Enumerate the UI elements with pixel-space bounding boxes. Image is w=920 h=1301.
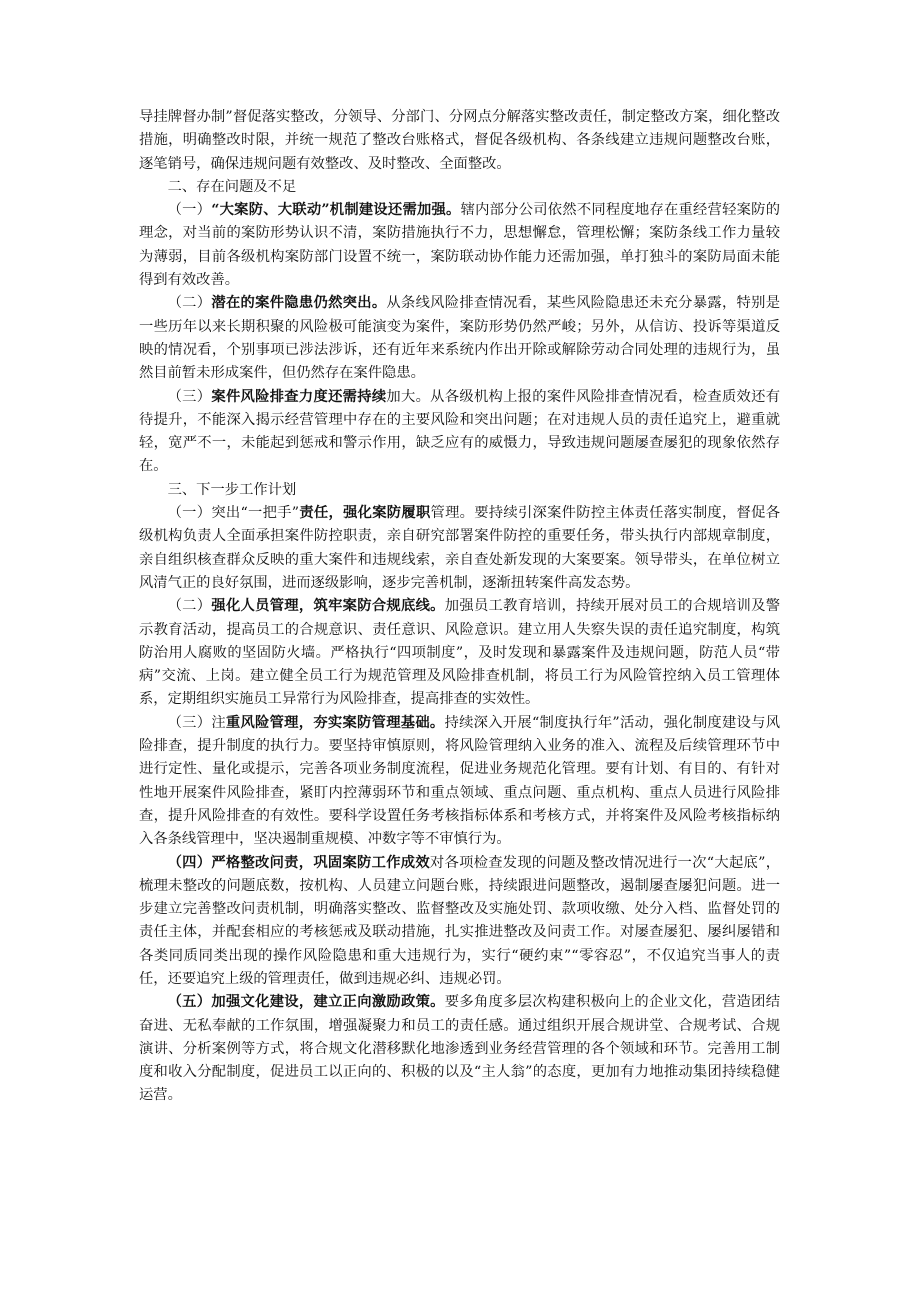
item-body: 加强员工教育培训，持续开展对员工的合规培训及警示教育活动，提高员工的合规意识、责任意识、风险意识。建立用人失察失误的责任追究制度，构筑防治用人腐败的坚固防火墙。严格执行“四项制度”，及时发现和暴露案件及违规问题，防范人员“带病”交流、上岗。建立健全员工行为规范管理及风险排查机制，将员工行为风险管控纳入员工管理体系，定期组织实施员工异常行为风险排查，提高排查的实效性。 [139,598,781,708]
item-lead-bold: 重风险管理，夯实案防管理基础。 [225,714,445,731]
section3-heading: 三、下一步工作计划 [167,481,297,498]
section3-item-2 [139,595,780,711]
item-lead-bold: （五）加强文化建设，建立正向激励政策。 [167,994,445,1011]
item-lead-bold: 强化人员管理，筑牢案防合规底线。 [211,598,445,615]
section3-item-3 [139,712,780,852]
item-lead-bold: “大案防、大联动”机制建设还需加强。 [211,202,461,219]
item-body: 加大。从各级机构上报的案件风险排查情况看，检查质效还有待提升，不能深入揭示经营管理中存在的主要风险和突出问题；在对违规人员的责任追究上，避重就轻，宽严不一，未能起到惩戒和警示作用，缺乏应有的威慑力，导致违规问题屡查屡犯的现象依然存在。 [139,388,781,475]
section3-item-4 [139,852,780,992]
item-body: 要多角度多层次构建积极向上的企业文化，营造团结奋进、无私奉献的工作氛围，增强凝聚力和员工的责任感。通过组织开展合规讲堂、合规考试、合规演讲、分析案例等方式，将合规文化潜移默化地渗透到业务经营管理的各个领域和环节。完善用工制度和收入分配制度，促进员工以正向的、积极的以及“主人翁”的态度，更加有力地推动集团持续稳健运营。 [139,994,780,1104]
item-lead-prefix: （三） [167,388,212,405]
item-lead-prefix: （一） [167,202,212,219]
section2-item-2 [139,292,780,385]
item-lead-bold: 案件风险排查力度还需持续 [211,388,387,405]
section2-item-1 [139,199,780,292]
item-body: 从条线风险排查情况看，某些风险隐患还未充分暴露，特别是一些历年以来长期积聚的风险极可能演变为案件，案防形势仍然严峻；另外，从信访、投诉等渠道反映的情况看，个别事项已涉法涉诉，还有近年来系统内作出开除或解除劳动合同处理的违规行为，虽然目前暂未形成案件，但仍然存在案件隐患。 [139,295,781,382]
item-body: 管理。要持续引深案件防控主体责任落实制度，督促各级机构负责人全面承担案件防控职责，亲自研究部署案件防控的重要任务，带头执行内部规章制度，亲自组织核查群众反映的重大案件和违规线索，亲自查处新发现的大案要案。领导带头，在单位树立风清气正的良好氛围，进而逐级影响，逐步完善机制，逐渐扭转案件高发态势。 [139,505,780,591]
section2-item-3 [139,386,780,479]
item-lead-bold: 责任，强化案防履职 [299,505,431,522]
item-body: 辖内部分公司依然不同程度地存在重经营轻案防的理念，对当前的案防形势认识不清，案防措施执行不力，思想懈怠，管理松懈；案防条线工作力量较为薄弱，目前各级机构案防部门设置不统一，案防联动协作能力还需加强，单打独斗的案防局面未能得到有效改善。 [139,202,780,289]
section3-item-1 [139,502,780,595]
item-lead-prefix: （三）注 [167,714,226,731]
item-lead-prefix: （二） [167,295,212,312]
section2-heading: 二、存在问题及不足 [167,178,297,195]
item-lead-bold: 潜在的案件隐患仍然突出。 [211,295,387,312]
section3-item-5 [139,991,780,1107]
item-lead-prefix: （二） [167,598,212,615]
intro-paragraph: 导挂牌督办制”督促落实整改，分领导、分部门、分网点分解落实整改责任，制定整改方案，细化整改措施，明确整改时限，并统一规范了整改台账格式，督促各级机构、各条线建立违规问题整改台账，逐笔销号，确保违规问题有效整改、及时整改、全面整改。 [139,109,780,172]
item-lead-prefix: （一）突出“一把手” [167,505,300,522]
item-body: 对各项检查发现的问题及整改情况进行一次“大起底”，梳理未整改的问题底数，按机构、人员建立问题台账，持续跟进问题整改，遏制屡查屡犯问题。进一步建立完善整改问责机制，明确落实整改、监督整改及实施处罚、款项收缴、处分入档、监督处罚的责任主体，并配套相应的考核惩戒及联动措施，扎实推进整改及问责工作。对屡查屡犯、屡纠屡错和各类同质同类出现的操作风险隐患和重大违规行为，实行“硬约束”“零容忍”，不仅追究当事人的责任，还要追究上级的管理责任，做到违规必纠、违规必罚。 [139,854,780,987]
item-lead-bold: （四）严格整改问责，巩固案防工作成效 [167,854,430,871]
item-body: 持续深入开展“制度执行年”活动，强化制度建设与风险排查，提升制度的执行力。要坚持审慎原则，将风险管理纳入业务的准入、流程及后续管理环节中进行定性、量化或提示，完善各项业务制度流程，促进业务规范化管理。要有计划、有目的、有针对性地开展案件风险排查，紧盯内控薄弱环节和重点领域、重点问题、重点机构、重点人员进行风险排查，提升风险排查的有效性。要科学设置任务考核指标体系和考核方式，并将案件及风险考核指标纳入各条线管理中，坚决遏制重规模、冲数字等不审慎行为。 [139,714,781,848]
